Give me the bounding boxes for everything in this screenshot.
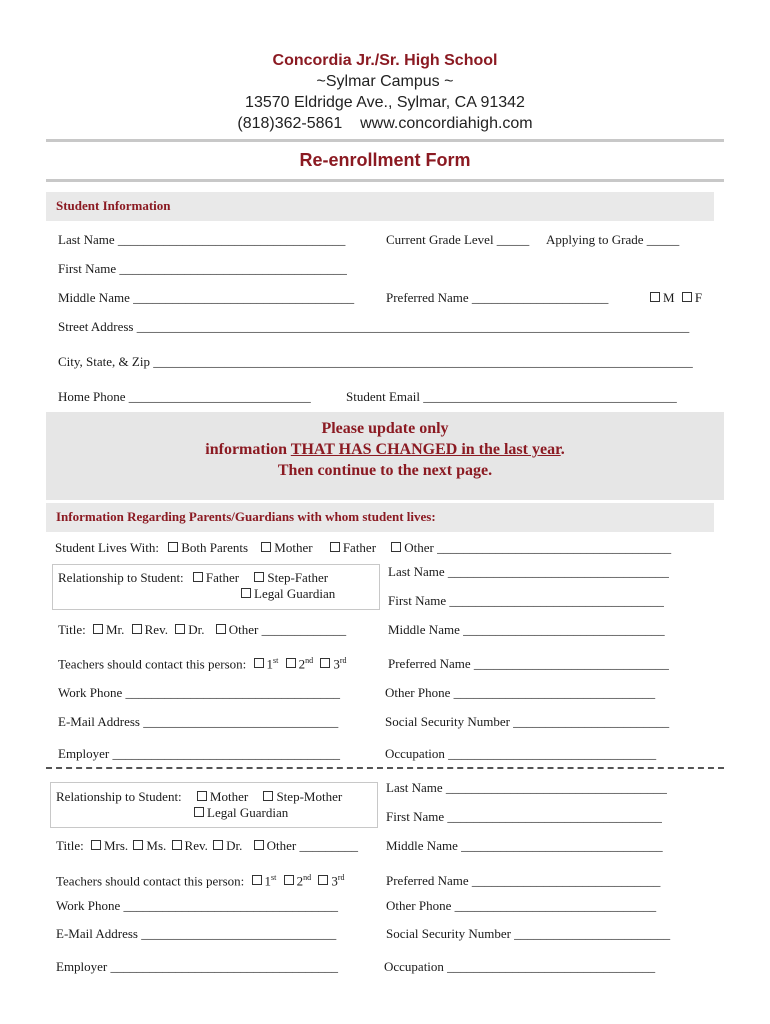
parent2-title-row: [56, 838, 358, 854]
contact-line: [0, 115, 770, 133]
parent2-ssn-field[interactable]: Social Security Number ________________________: [386, 926, 671, 941]
form-title: Re-enrollment Form: [299, 150, 471, 170]
student-section-heading: Student Information: [56, 198, 171, 213]
gender-m-checkbox[interactable]: [650, 292, 660, 302]
parent1-other-title-checkbox[interactable]: [216, 624, 226, 634]
school-address: [0, 94, 770, 112]
parent2-stepmother-label: Step-Mother: [276, 789, 343, 804]
parent2-third-contact-checkbox[interactable]: [318, 875, 328, 885]
parent2-dr-checkbox[interactable]: [213, 840, 223, 850]
header-rule-bottom: [46, 179, 724, 182]
parent1-occupation-field[interactable]: Occupation ________________________________: [385, 746, 657, 761]
parent2-ms-label: Ms.: [146, 838, 167, 853]
parent2-second-label: 2: [296, 873, 304, 889]
parent2-first-contact-checkbox[interactable]: [252, 875, 262, 885]
parent2-dr-label: Dr.: [226, 838, 243, 853]
parent2-guardian-label: Legal Guardian: [207, 805, 289, 820]
notice-line-2: [46, 439, 724, 460]
current-grade-field[interactable]: Current Grade Level _____: [386, 232, 530, 247]
parent2-third-label: 3: [331, 873, 338, 889]
parent1-guardian-option: [241, 586, 335, 602]
parent2-preferred-name-field[interactable]: Preferred Name _____________________________: [386, 873, 661, 888]
parent2-relationship-row: [56, 789, 342, 805]
other-field[interactable]: Other ____________________________________: [404, 540, 672, 555]
mother-checkbox[interactable]: [261, 542, 271, 552]
gender-options: [650, 290, 702, 306]
parent2-first-label: 1: [264, 873, 272, 889]
city-state-zip-field[interactable]: City, State, & Zip ___________________________________________________________________________________: [58, 354, 693, 369]
student-preferred-name-field[interactable]: Preferred Name _____________________: [386, 290, 609, 305]
parent2-stepmother-checkbox[interactable]: [263, 791, 273, 801]
parent2-last-name-field[interactable]: Last Name __________________________________: [386, 780, 667, 795]
parent1-third-label: 3: [333, 656, 340, 672]
notice-line-2-post: .: [560, 441, 565, 458]
parent1-dr-checkbox[interactable]: [175, 624, 185, 634]
parent1-work-phone-field[interactable]: Work Phone _________________________________: [58, 685, 341, 700]
parent1-rev-label: Rev.: [144, 622, 168, 637]
parent1-ssn-field[interactable]: Social Security Number ________________________: [385, 714, 670, 729]
parent1-dr-label: Dr.: [188, 622, 205, 637]
school-name: Concordia Jr./Sr. High School: [272, 52, 498, 69]
parent2-guardian-option: [194, 805, 288, 821]
student-middle-name-field[interactable]: Middle Name __________________________________: [58, 290, 355, 305]
address-text: 13570 Eldridge Ave., Sylmar, CA 91342: [245, 94, 525, 111]
parent1-nd-suffix: nd: [305, 656, 314, 665]
notice-line-1: Please update only: [321, 420, 449, 437]
parent2-mrs-label: Mrs.: [103, 838, 129, 853]
both-parents-checkbox[interactable]: [168, 542, 178, 552]
gender-f-checkbox[interactable]: [682, 292, 692, 302]
parent2-contact-order-row: [56, 873, 345, 889]
parent1-title-row: [58, 622, 346, 638]
parent1-first-label: 1: [266, 656, 274, 672]
school-website[interactable]: www.concordiahigh.com: [360, 115, 533, 132]
parent2-first-name-field[interactable]: First Name _________________________________: [386, 809, 662, 824]
parent1-guardian-checkbox[interactable]: [241, 588, 251, 598]
father-label: Father: [342, 540, 377, 555]
parent1-first-name-field[interactable]: First Name _________________________________: [388, 593, 664, 608]
parent1-mr-checkbox[interactable]: [93, 624, 103, 634]
parent1-st-suffix: st: [273, 656, 279, 665]
parent2-guardian-checkbox[interactable]: [194, 807, 204, 817]
student-email-field[interactable]: Student Email _______________________________________: [346, 389, 677, 404]
parent2-relationship-label: Relationship to Student:: [56, 789, 182, 804]
parent1-title-label: Title:: [58, 622, 86, 637]
parent2-employer-field[interactable]: Employer ___________________________________: [56, 959, 339, 974]
parents-section-heading: Information Regarding Parents/Guardians with whom student lives:: [56, 509, 436, 524]
parent2-work-phone-field[interactable]: Work Phone _________________________________: [56, 898, 339, 913]
mother-label: Mother: [274, 540, 313, 555]
applying-grade-field[interactable]: Applying to Grade _____: [546, 232, 680, 247]
update-notice: [46, 412, 724, 500]
parent2-rd-suffix: rd: [337, 873, 345, 882]
student-first-name-field[interactable]: First Name ___________________________________: [58, 261, 347, 276]
school-phone: (818)362-5861: [237, 115, 343, 132]
parent2-rev-checkbox[interactable]: [172, 840, 182, 850]
parent1-rd-suffix: rd: [339, 656, 347, 665]
gender-f-label: F: [694, 290, 703, 305]
parent2-middle-name-field[interactable]: Middle Name _______________________________: [386, 838, 663, 853]
parent1-employer-field[interactable]: Employer ___________________________________: [58, 746, 341, 761]
parent1-relationship-label: Relationship to Student:: [58, 570, 184, 585]
parent2-mother-label: Mother: [209, 789, 249, 804]
header-rule-top: [46, 139, 724, 142]
parent2-other-title-field[interactable]: Other _________: [266, 838, 358, 853]
home-phone-field[interactable]: Home Phone ____________________________: [58, 389, 311, 404]
student-last-name-field[interactable]: Last Name ___________________________________: [58, 232, 346, 247]
lives-with-label: Student Lives With:: [55, 540, 159, 555]
parent2-contact-label: Teachers should contact this person:: [56, 873, 245, 889]
street-address-field[interactable]: Street Address _____________________________________________________________________________________: [58, 319, 690, 334]
parent1-stepfather-checkbox[interactable]: [254, 572, 264, 582]
parent2-rev-label: Rev.: [184, 838, 208, 853]
parent2-second-contact-checkbox[interactable]: [284, 875, 294, 885]
parent1-mr-label: Mr.: [105, 622, 125, 637]
parent2-mrs-checkbox[interactable]: [91, 840, 101, 850]
both-parents-label: Both Parents: [181, 540, 249, 555]
parent2-email-field[interactable]: E-Mail Address ______________________________: [56, 926, 337, 941]
parent1-father-checkbox[interactable]: [193, 572, 203, 582]
parent1-guardian-label: Legal Guardian: [254, 586, 336, 601]
parent1-second-label: 2: [298, 656, 306, 672]
parent1-rev-checkbox[interactable]: [132, 624, 142, 634]
parent2-occupation-field[interactable]: Occupation ________________________________: [384, 959, 656, 974]
other-checkbox[interactable]: [391, 542, 401, 552]
gender-m-label: M: [663, 290, 675, 305]
parent1-second-contact-checkbox[interactable]: [286, 658, 296, 668]
parent1-middle-name-field[interactable]: Middle Name _______________________________: [388, 622, 665, 637]
parent-divider: [46, 767, 724, 769]
parent2-st-suffix: st: [271, 873, 277, 882]
parent1-other-title-field[interactable]: Other _____________: [228, 622, 347, 637]
parent1-last-name-field[interactable]: Last Name __________________________________: [388, 564, 669, 579]
father-checkbox[interactable]: [330, 542, 340, 552]
parent2-nd-suffix: nd: [303, 873, 312, 882]
parent1-first-contact-checkbox[interactable]: [254, 658, 264, 668]
campus-name: ~Sylmar Campus ~: [316, 73, 454, 90]
notice-line-3: Then continue to the next page.: [277, 462, 493, 479]
parent2-ms-checkbox[interactable]: [133, 840, 143, 850]
parent1-preferred-name-field[interactable]: Preferred Name ______________________________: [388, 656, 669, 671]
parent1-contact-order-row: [58, 656, 347, 672]
parent2-title-label: Title:: [56, 838, 84, 853]
parent1-relationship-row: [58, 570, 328, 586]
parent1-email-field[interactable]: E-Mail Address ______________________________: [58, 714, 339, 729]
parent1-other-phone-field[interactable]: Other Phone _______________________________: [385, 685, 656, 700]
parent1-father-label: Father: [205, 570, 240, 585]
notice-line-2-pre: information: [205, 441, 291, 458]
parent1-contact-label: Teachers should contact this person:: [58, 656, 247, 672]
parent2-other-title-checkbox[interactable]: [254, 840, 264, 850]
notice-emphasis: THAT HAS CHANGED in the last year: [290, 441, 561, 458]
parent2-mother-checkbox[interactable]: [197, 791, 207, 801]
parent2-other-phone-field[interactable]: Other Phone _______________________________: [386, 898, 657, 913]
lives-with-row: [55, 540, 671, 556]
parent1-third-contact-checkbox[interactable]: [320, 658, 330, 668]
parent1-stepfather-label: Step-Father: [267, 570, 329, 585]
